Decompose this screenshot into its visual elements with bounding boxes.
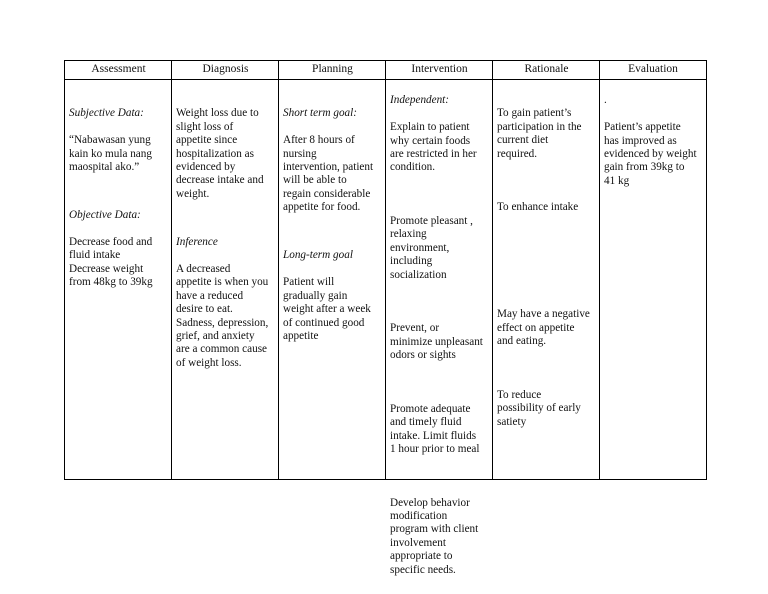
intervention-cell bbox=[386, 80, 492, 576]
short-term-goal-text: After 8 hours of nursing intervention, patient will be able to regain considerable appetite for food. bbox=[283, 134, 374, 214]
long-term-goal-text: Patient will gradually gain weight after a week of continued good appetite bbox=[283, 276, 371, 342]
rationale-item: To enhance intake bbox=[497, 201, 579, 214]
short-term-goal-label: Short term goal: bbox=[283, 107, 357, 120]
subjective-label: Subjective Data: bbox=[69, 107, 144, 120]
evaluation-text: Patient’s appetite has improved as evidenced by weight gain from 39kg to 41 kg bbox=[604, 121, 697, 187]
header-planning: Planning bbox=[312, 63, 353, 75]
subjective-text: “Nabawasan yung kain ko mula nang maospital ako.” bbox=[69, 134, 152, 174]
intervention-item: Develop behavior modification program with client involvement appropriate to specific needs. bbox=[390, 496, 479, 576]
planning-cell bbox=[279, 80, 385, 479]
rationale-item: To reduce possibility of early satiety bbox=[497, 388, 581, 428]
diagnosis-cell bbox=[172, 80, 278, 479]
header-diagnosis: Diagnosis bbox=[202, 63, 249, 75]
rationale-item: May have a negative effect on appetite and eating. bbox=[497, 308, 590, 348]
intervention-item: Prevent, or minimize unpleasant odors or sights bbox=[390, 322, 483, 362]
objective-label: Objective Data: bbox=[69, 209, 141, 222]
assessment-cell bbox=[65, 80, 171, 479]
long-term-goal-label: Long-term goal bbox=[283, 249, 353, 262]
rationale-item: To gain patient’s participation in the current diet required. bbox=[497, 107, 582, 160]
rationale-cell bbox=[493, 80, 599, 479]
header-assessment: Assessment bbox=[91, 63, 146, 75]
intervention-item: Promote pleasant , relaxing environment, including socialization bbox=[390, 215, 473, 281]
header-evaluation: Evaluation bbox=[628, 63, 678, 75]
intervention-item: Promote adequate and timely fluid intake. Limit fluids 1 hour prior to meal bbox=[390, 402, 480, 455]
care-plan-table bbox=[64, 60, 707, 576]
inference-label: Inference bbox=[176, 236, 218, 249]
independent-label: Independent: bbox=[390, 94, 450, 107]
objective-text: Decrease food and fluid intake Decrease weight from 48kg to 39kg bbox=[69, 236, 153, 289]
header-rationale: Rationale bbox=[524, 63, 569, 75]
inference-text: A decreased appetite is when you have a reduced desire to eat. Sadness, depression, grief, and anxiety are a common cause of weight loss. bbox=[176, 262, 269, 369]
evaluation-dot: . bbox=[604, 94, 607, 107]
intervention-item: Explain to patient why certain foods are restricted in her condition. bbox=[390, 121, 477, 174]
diagnosis-text: Weight loss due to slight loss of appetite since hospitalization as evidenced by decrease intake and weight. bbox=[176, 107, 264, 200]
header-intervention: Intervention bbox=[411, 63, 468, 75]
evaluation-cell bbox=[600, 80, 706, 479]
